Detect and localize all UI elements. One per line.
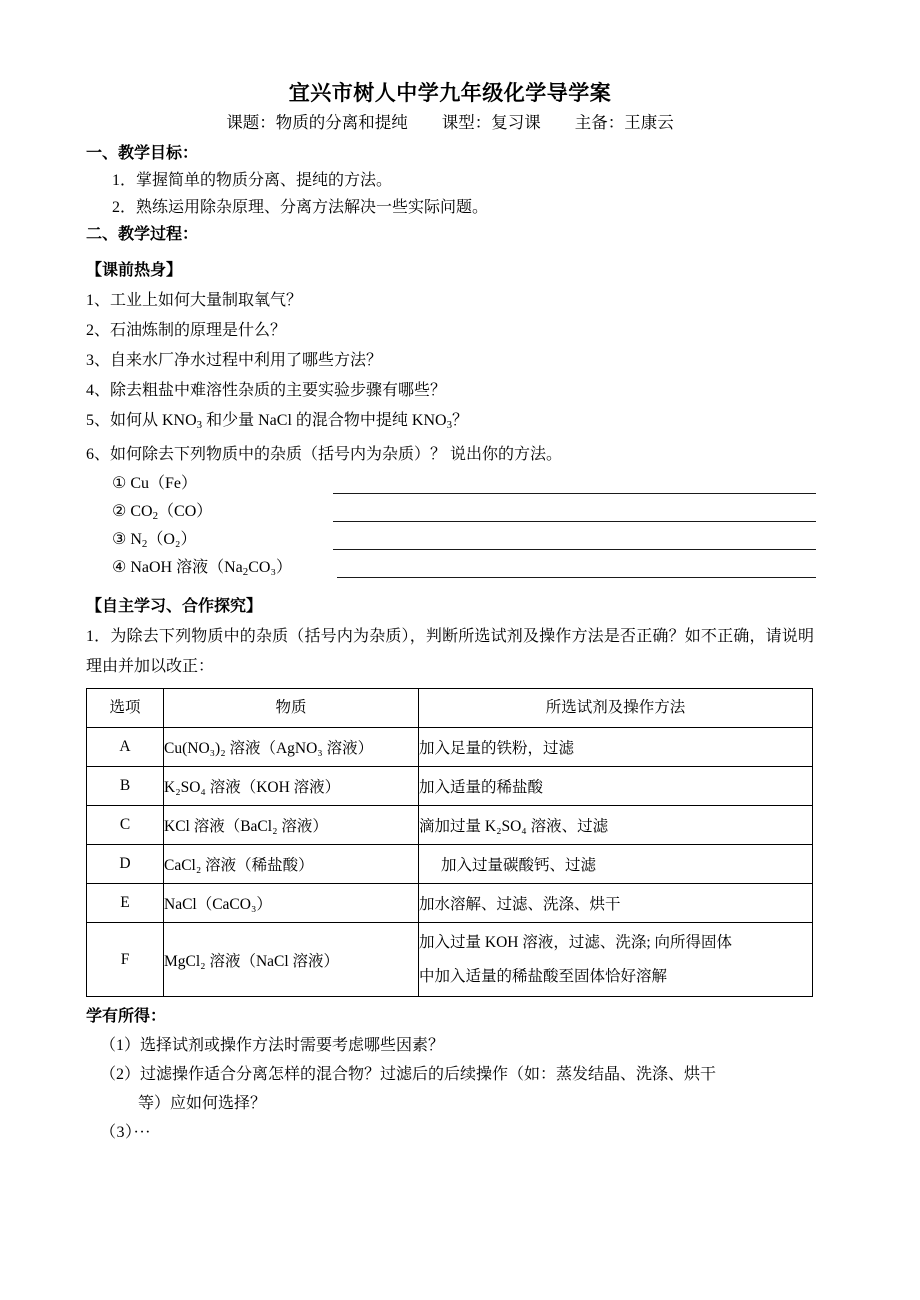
cell-method — [419, 923, 813, 997]
cell-method: 加入适量的稀盐酸 — [419, 767, 813, 806]
cell-option: B — [87, 767, 164, 806]
section-heading-objectives: 一、教学目标： — [86, 145, 199, 162]
q5-sub-2: 3 — [446, 419, 452, 432]
subtitle-topic-value: 物质的分离和提纯 — [275, 113, 408, 132]
table-row — [87, 923, 813, 997]
cell-substance: KCl 溶液（BaCl₂ 溶液） — [164, 806, 419, 845]
takeaway-item: （1）选择试剂或操作方法时需要考虑哪些因素？ — [100, 1037, 445, 1055]
document-subtitle — [86, 110, 814, 136]
q5-mid: 和少量 NaCl 的混合物中提纯 KNO — [202, 412, 447, 429]
document-body — [86, 78, 814, 1147]
blank-marker: ③ — [112, 531, 127, 549]
objective-item: 2．熟练运用除杂原理、分离方法解决一些实际问题。 — [112, 199, 489, 216]
blank-answer-row — [112, 498, 814, 526]
answer-blank-line[interactable] — [337, 577, 816, 578]
warmup-question: 1、工业上如何大量制取氧气？ — [86, 292, 303, 309]
cell-option: C — [87, 806, 164, 845]
blank-answer-row — [112, 554, 814, 582]
section-heading-process: 二、教学过程： — [86, 226, 199, 243]
answer-blank-line[interactable] — [333, 493, 816, 494]
cell-substance: Cu(NO₃)₂ 溶液（AgNO₃ 溶液） — [164, 728, 419, 767]
subtitle-topic-label: 课题： — [226, 113, 276, 132]
cell-substance: MgCl₂ 溶液（NaCl 溶液） — [164, 923, 419, 997]
takeaway-item-text: （2）过滤操作适合分离怎样的混合物？过滤后的后续操作（如：蒸发结晶、洗涤、烘干 — [100, 1066, 717, 1084]
blank-item-label — [112, 554, 292, 586]
blank-formula: NaOH 溶液（Na — [130, 559, 243, 577]
inquiry-prompt: 1．为除去下列物质中的杂质（括号内为杂质），判断所选试剂及操作方法是否正确？如不正确，请说明理由并加以改正： — [86, 628, 814, 676]
q5-post: ？ — [452, 412, 469, 429]
cell-method: 加水溶解、过滤、洗涤、烘干 — [419, 884, 813, 923]
blank-marker: ④ — [112, 559, 127, 577]
warmup-question: 2、石油炼制的原理是什么？ — [86, 322, 287, 339]
table-header-row — [87, 689, 813, 728]
blank-formula-sub: 2 — [141, 538, 148, 551]
table-row — [87, 884, 813, 923]
subtitle-author-label: 主备： — [574, 113, 625, 132]
cell-method: 加入过量碳酸钙、过滤 — [419, 845, 813, 884]
cell-option: D — [87, 845, 164, 884]
cell-substance: CaCl₂ 溶液（稀盐酸） — [164, 845, 419, 884]
subtitle-type-label: 课型： — [441, 113, 492, 132]
q5-sub-1: 3 — [196, 419, 203, 432]
warmup-heading: 【课前热身】 — [86, 262, 183, 279]
blank-answer-row — [112, 470, 814, 498]
blank-marker: ① — [112, 475, 127, 493]
warmup-question-5 — [86, 406, 814, 440]
objective-item: 1．掌握简单的物质分离、提纯的方法。 — [112, 172, 393, 189]
cell-option: A — [87, 728, 164, 767]
inquiry-heading: 【自主学习、合作探究】 — [86, 598, 263, 616]
table-row — [87, 845, 813, 884]
blank-formula-post: CO₃） — [248, 559, 293, 577]
warmup-question: 3、自来水厂净水过程中利用了哪些方法？ — [86, 352, 383, 369]
impurity-removal-table — [86, 688, 813, 997]
subtitle-author-value: 王康云 — [624, 113, 674, 132]
page-title: 宜兴市树人中学九年级化学导学案 — [288, 81, 612, 105]
cell-method: 加入足量的铁粉，过滤 — [419, 728, 813, 767]
q5-pre: 5、如何从 KNO — [86, 412, 197, 429]
cell-method-line-1: 加入过量 KOH 溶液，过滤、洗涤; 向所得固体 — [419, 933, 733, 951]
blank-formula-sub: 2 — [242, 566, 249, 579]
blank-marker: ② — [112, 503, 127, 521]
blank-item-label — [112, 470, 197, 498]
takeaways-heading: 学有所得： — [86, 1008, 167, 1026]
column-header-option: 选项 — [87, 689, 164, 728]
blank-answer-row — [112, 526, 814, 554]
table-row — [87, 728, 813, 767]
column-header-substance: 物质 — [164, 689, 419, 728]
answer-blank-line[interactable] — [333, 549, 816, 550]
blank-formula-post: （CO） — [158, 503, 213, 521]
takeaway-item: （3）··· — [100, 1124, 151, 1142]
column-header-method: 所选试剂及操作方法 — [419, 689, 813, 728]
blank-formula-post: （O₂） — [147, 531, 197, 549]
blank-formula-sub: 2 — [152, 510, 159, 523]
takeaway-item-continuation: 等）应如何选择？ — [138, 1095, 267, 1113]
blank-formula: N — [130, 531, 142, 549]
warmup-question: 4、除去粗盐中难溶性杂质的主要实验步骤有哪些？ — [86, 382, 447, 399]
cell-option: F — [87, 923, 164, 997]
takeaway-item — [100, 1060, 814, 1118]
cell-method: 滴加过量 K₂SO₄ 溶液、过滤 — [419, 806, 813, 845]
warmup-question-6: 6、如何除去下列物质中的杂质（括号内为杂质）？ 说出你的方法。 — [86, 446, 563, 464]
cell-substance: K₂SO₄ 溶液（KOH 溶液） — [164, 767, 419, 806]
blank-formula: Cu（Fe） — [130, 475, 198, 493]
cell-method-line-2: 中加入适量的稀盐酸至固体恰好溶解 — [419, 967, 668, 985]
table-row — [87, 806, 813, 845]
cell-option: E — [87, 884, 164, 923]
cell-substance: NaCl（CaCO₃） — [164, 884, 419, 923]
table-row — [87, 767, 813, 806]
answer-blank-line[interactable] — [333, 521, 816, 522]
subtitle-type-value: 复习课 — [491, 113, 541, 132]
blank-formula: CO — [130, 503, 153, 521]
